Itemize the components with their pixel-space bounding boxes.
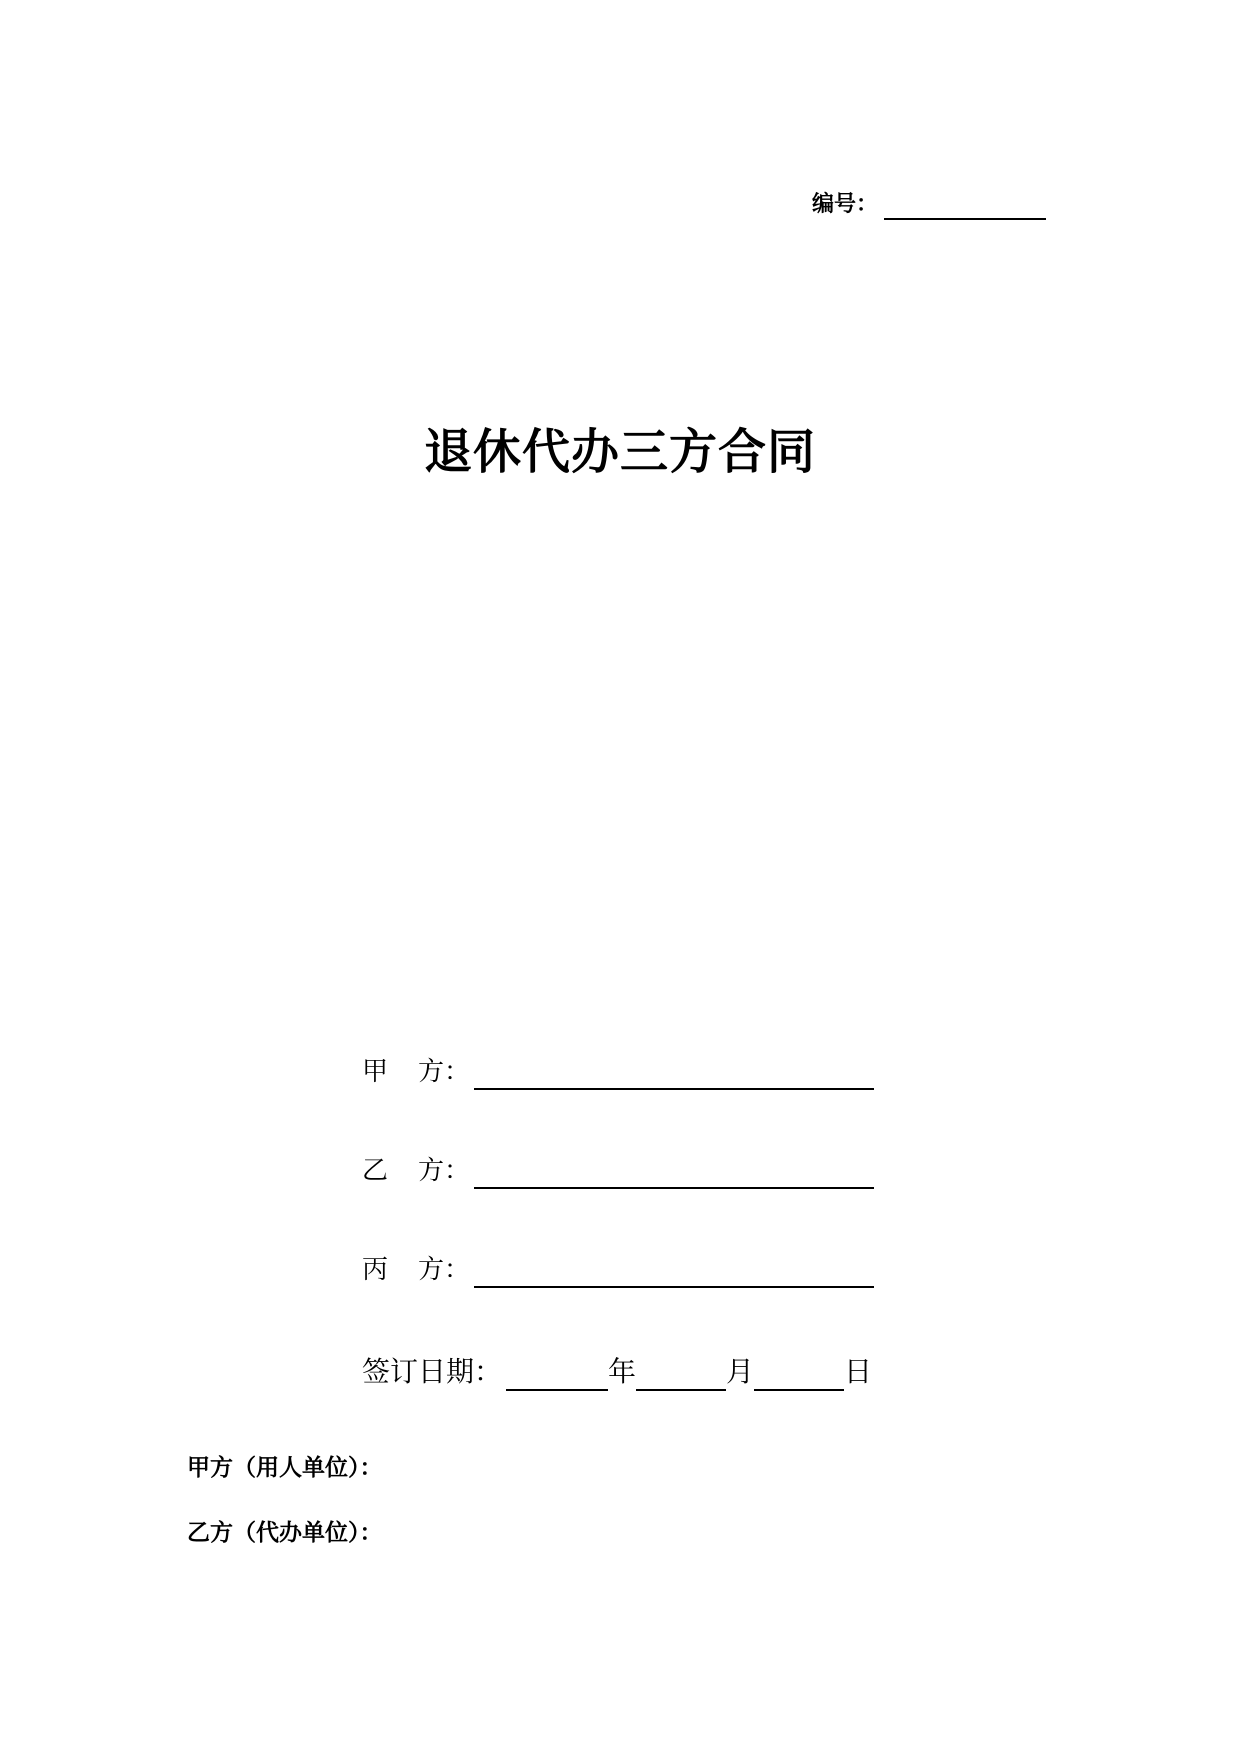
intro-party-b: 乙方（代办单位）： xyxy=(187,1520,383,1546)
serial-number-field xyxy=(812,190,1046,220)
serial-number-label: 编号： xyxy=(812,192,879,217)
sign-date-day-blank[interactable] xyxy=(754,1359,844,1391)
cover-party-a-blank[interactable] xyxy=(474,1060,874,1090)
cover-party-c-char: 丙 xyxy=(362,1255,389,1285)
sign-date-month-blank[interactable] xyxy=(636,1359,726,1391)
serial-number-blank[interactable] xyxy=(884,194,1046,220)
sign-date-label: 签订日期： xyxy=(362,1355,503,1388)
sign-date-day-unit: 日 xyxy=(844,1355,873,1388)
sign-date-year-blank[interactable] xyxy=(506,1359,608,1391)
document-title: 退休代办三方合同 xyxy=(423,424,816,480)
cover-party-c-row xyxy=(362,1252,874,1288)
sign-date-month-unit: 月 xyxy=(726,1355,755,1388)
cover-party-b-row xyxy=(362,1153,874,1189)
sign-date-row xyxy=(362,1353,872,1391)
cover-party-b-blank[interactable] xyxy=(474,1159,874,1189)
cover-party-a-row xyxy=(362,1054,874,1090)
cover-party-c-blank[interactable] xyxy=(474,1258,874,1288)
intro-party-a: 甲方（用人单位）： xyxy=(187,1455,383,1481)
cover-party-b-suffix: 方： xyxy=(418,1156,471,1186)
cover-party-b-char: 乙 xyxy=(362,1156,389,1186)
sign-date-year-unit: 年 xyxy=(608,1355,637,1388)
cover-party-a-char: 甲 xyxy=(362,1057,389,1087)
cover-party-a-suffix: 方： xyxy=(418,1057,471,1087)
cover-party-c-suffix: 方： xyxy=(418,1255,471,1285)
